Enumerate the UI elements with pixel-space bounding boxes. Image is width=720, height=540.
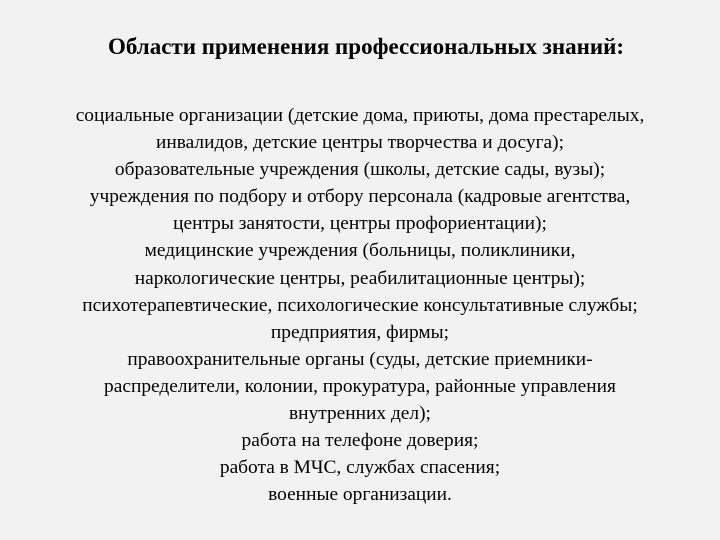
body-line: предприятия, фирмы; xyxy=(270,321,450,343)
body-line: учреждения по подбору и отбору персонала (кадровые агентства, xyxy=(89,186,631,208)
body-line: внутренних дел); xyxy=(289,403,431,425)
body-line: социальные организации (детские дома, приюты, дома престарелых, xyxy=(75,105,645,126)
body-line: психотерапевтические, психологические консультативные службы; xyxy=(82,294,638,316)
body-line: работа на телефоне доверия; xyxy=(241,430,479,452)
body-line: медицинские учреждения (больницы, поликлиники, xyxy=(144,240,576,262)
body-line: правоохранительные органы (суды, детские приемники- xyxy=(127,348,593,370)
body-line: центры занятости, центры профориентации); xyxy=(173,213,547,235)
body-line: работа в МЧС, службах спасения; xyxy=(219,457,501,479)
body-line: инвалидов, детские центры творчества и досуга); xyxy=(156,132,564,154)
slide-title: Области применения профессиональных знаний: xyxy=(107,34,625,59)
slide-body xyxy=(0,102,720,508)
body-line: распределители, колонии, прокуратура, районные управления xyxy=(104,375,616,397)
body-line: образовательные учреждения (школы, детские сады, вузы); xyxy=(114,159,606,181)
body-line: военные организации. xyxy=(268,484,452,506)
body-line: наркологические центры, реабилитационные центры); xyxy=(134,267,586,289)
